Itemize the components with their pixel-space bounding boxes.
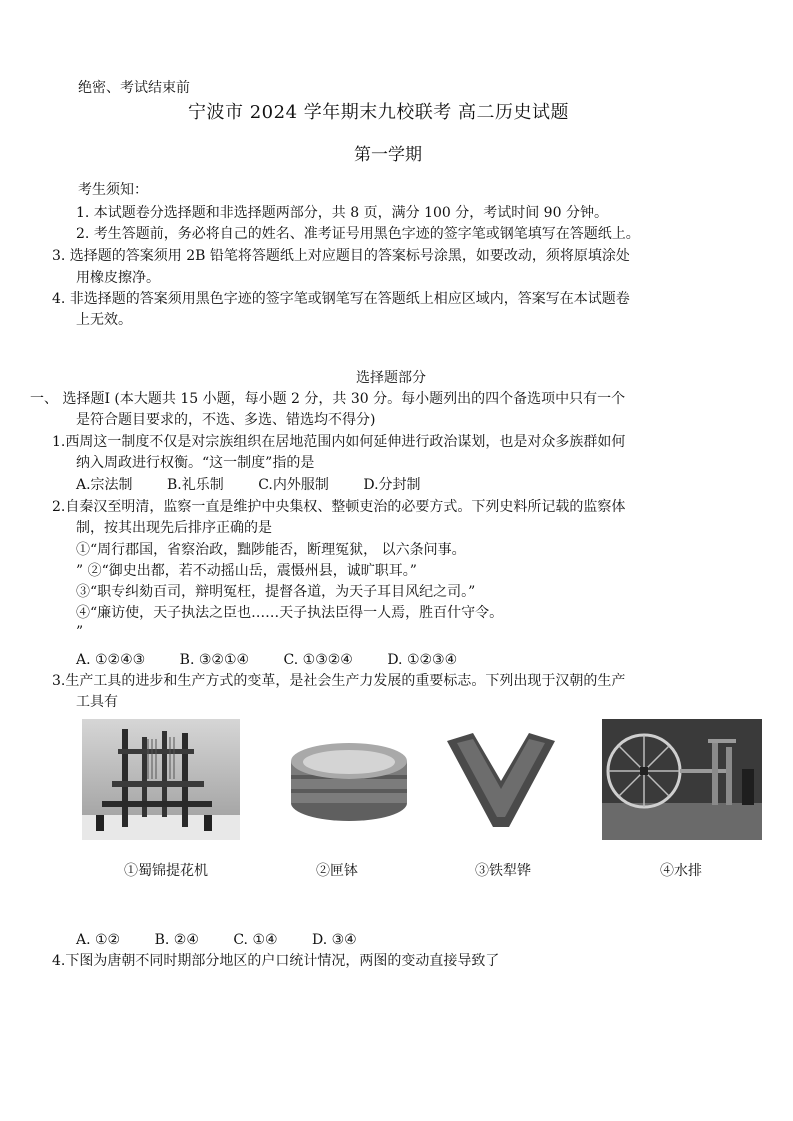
q2-options <box>76 650 487 670</box>
exam-term: 第一学期 <box>354 145 422 165</box>
q3-stem-line1: 3.生产工具的进步和生产方式的变革，是社会生产力发展的重要标志。下列出现于汉朝的生产 <box>52 673 626 689</box>
silk-loom-photo <box>82 719 240 840</box>
notice-heading: 考生须知： <box>78 182 148 198</box>
q3-option-a[interactable]: A. ①② <box>76 932 121 948</box>
q2-stem-line2: 制，按其出现先后排序正确的是 <box>76 520 272 536</box>
q3-option-b[interactable]: B. ②④ <box>154 932 199 948</box>
q2-source-close: ” <box>76 624 84 640</box>
q1-stem-line2: 纳入周政进行权衡。“这一制度”指的是 <box>76 455 315 471</box>
q1-option-b[interactable]: B.礼乐制 <box>167 477 224 493</box>
q2-option-b[interactable]: B. ③②①④ <box>179 652 250 668</box>
q2-option-c[interactable]: C. ①③②④ <box>283 652 353 668</box>
exam-title: 宁波市 2024 学年期末九校联考 高二历史试题 <box>188 102 569 123</box>
q1-option-c[interactable]: C.内外服制 <box>258 477 329 493</box>
q3-caption-2: ②匣钵 <box>316 863 358 879</box>
water-bellows-photo <box>602 719 762 840</box>
q4-stem-line1: 4.下图为唐朝不同时期部分地区的户口统计情况，两图的变动直接导致了 <box>52 953 500 969</box>
section-intro-line1: 一、 选择题Ⅰ (本大题共 15 小题，每小题 2 分，共 30 分。每小题列出的四个备选项中只有一个 <box>30 391 626 407</box>
iron-plowshare-photo <box>443 727 559 833</box>
q3-caption-3: ③铁犁铧 <box>475 863 531 879</box>
q1-option-d[interactable]: D.分封制 <box>363 477 421 493</box>
q1-option-a[interactable]: A.宗法制 <box>76 477 133 493</box>
notice-item-3-cont: 用橡皮擦净。 <box>76 270 160 286</box>
saggar-illustration <box>282 731 416 829</box>
q2-source-4: ④“廉访使，天子执法之臣也……天子执法臣得一人焉，胜百什守令。 <box>76 605 504 621</box>
notice-item-2: 2. 考生答题前，务必将自己的姓名、准考证号用黑色字迹的签字笔或钢笔填写在答题纸上。 <box>76 226 640 242</box>
q2-source-2: ” ②“御史出都，若不动摇山岳，震慑州县，诚旷职耳。” <box>76 563 417 579</box>
q3-caption-1: ①蜀锦提花机 <box>124 863 208 879</box>
saggar-photo <box>282 731 416 829</box>
section-title: 选择题部分 <box>356 370 426 386</box>
section-intro-line2: 是符合题目要求的，不选、多选、错选均不得分) <box>76 412 376 428</box>
q3-stem-line2: 工具有 <box>76 694 118 710</box>
q2-source-3: ③“职专纠劾百司，辩明冤枉，提督各道，为天子耳目风纪之司。” <box>76 584 476 600</box>
q3-caption-4: ④水排 <box>660 863 702 879</box>
q3-options <box>76 930 387 950</box>
confidential-mark: 绝密、考试结束前 <box>78 80 190 96</box>
q3-option-c[interactable]: C. ①④ <box>233 932 278 948</box>
q2-option-d[interactable]: D. ①②③④ <box>387 652 458 668</box>
q3-option-d[interactable]: D. ③④ <box>312 932 357 948</box>
notice-item-4: 4. 非选择题的答案须用黑色字迹的签字笔或钢笔写在答题纸上相应区域内，答案写在本试题卷 <box>52 291 630 307</box>
q2-stem-line1: 2.自秦汉至明清，监察一直是维护中央集权、整顿吏治的必要方式。下列史料所记载的监察体 <box>52 499 626 515</box>
notice-item-3: 3. 选择题的答案须用 2B 铅笔将答题纸上对应题目的答案标号涂黑，如要改动，须将原填涂处 <box>52 248 630 264</box>
q1-stem-line1: 1.西周这一制度不仅是对宗族组织在居地范围内如何延伸进行政治谋划，也是对众多族群如何 <box>52 434 626 450</box>
silk-loom-illustration <box>82 719 240 840</box>
plowshare-illustration <box>443 727 559 833</box>
q2-source-1: ①“周行郡国，省察治政，黜陟能否，断理冤狱， 以六条问事。 <box>76 542 466 558</box>
notice-item-1: 1. 本试题卷分选择题和非选择题两部分，共 8 页，满分 100 分，考试时间 90 分钟。 <box>76 205 608 221</box>
q1-options <box>76 475 451 495</box>
q2-option-a[interactable]: A. ①②④③ <box>76 652 146 668</box>
notice-item-4-cont: 上无效。 <box>76 312 132 328</box>
water-bellows-illustration <box>602 719 762 840</box>
